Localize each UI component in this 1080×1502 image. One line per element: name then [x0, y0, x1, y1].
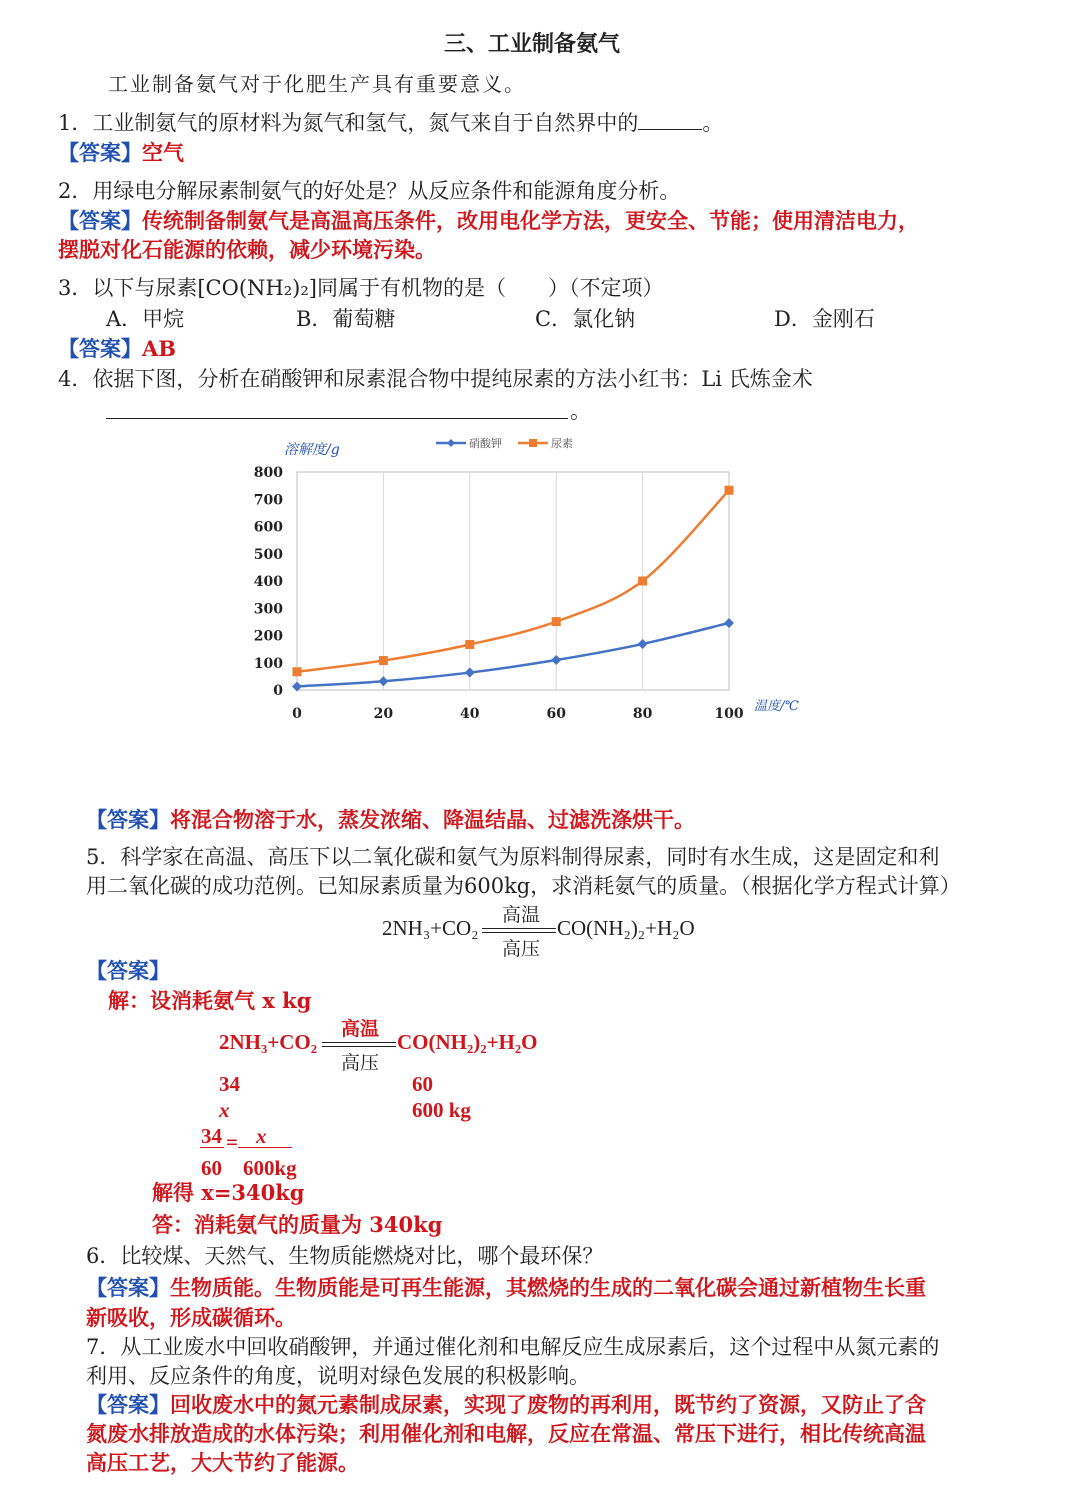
option-c: C．氯化钠 — [535, 307, 636, 331]
condition-bottom: 高压 — [502, 939, 541, 960]
answer-tag: 【答案】 — [86, 807, 170, 832]
question-3: 3．以下与尿素[CO(NH₂)₂]同属于有机物的是（ ）（不定项） — [58, 276, 664, 300]
answer-7-line-3: 高压工艺，大大节约了能源。 — [86, 1450, 359, 1475]
unknown-mass: x — [219, 1098, 230, 1122]
data-point — [638, 577, 647, 586]
answer-6-line-2: 新吸收，形成碳循环。 — [86, 1305, 296, 1330]
question-1-end: 。 — [702, 111, 724, 135]
final-answer: 答：消耗氨气的质量为 340kg — [152, 1212, 443, 1237]
data-point — [725, 486, 734, 495]
y-tick-label: 600 — [253, 519, 283, 536]
solubility-chart — [240, 430, 830, 730]
molar-mass-urea: 60 — [412, 1072, 433, 1096]
y-axis-label: 溶解度/g — [284, 442, 340, 458]
answer-blank — [106, 418, 568, 419]
answer-equation-left: 2NH₃+CO₂ — [219, 1030, 318, 1054]
answer-tag: 【答案】 — [58, 208, 142, 233]
data-point — [465, 640, 474, 649]
answer-condition-top: 高温 — [341, 1019, 380, 1040]
solve-result: 解得 x=340kg — [152, 1180, 305, 1205]
answer-equation-right: CO(NH₂)₂+H₂O — [397, 1030, 538, 1054]
data-point — [638, 639, 648, 649]
legend-label: 尿素 — [551, 437, 573, 450]
data-point — [724, 618, 734, 628]
answer-6-text-1: 生物质能。生物质能是可再生能源，其燃烧的生成的二氧化碳会通过新植物生长重 — [170, 1275, 926, 1300]
x-tick-label: 80 — [632, 706, 653, 722]
option-b: B．葡萄糖 — [296, 307, 396, 331]
condition-top: 高温 — [502, 905, 541, 926]
question-5-line-1: 5．科学家在高温、高压下以二氧化碳和氨气为原料制得尿素，同时有水生成，这是固定和利 — [86, 845, 940, 869]
answer-7-text-1: 回收废水中的氮元素制成尿素，实现了废物的再利用，既节约了资源，又防止了含 — [170, 1392, 926, 1417]
question-4-end: 。 — [570, 399, 591, 423]
question-1 — [58, 108, 723, 138]
fraction-bar-right — [238, 1147, 292, 1148]
ratio-numerator-left: 34 — [201, 1124, 222, 1148]
question-4: 4．依据下图，分析在硝酸钾和尿素混合物中提纯尿素的方法小红书：Li 氏炼金术 — [58, 367, 813, 391]
option-a: A．甲烷 — [106, 307, 185, 331]
answer-2-line-1 — [58, 206, 919, 236]
answer-blank — [638, 109, 702, 130]
legend-label: 硝酸钾 — [469, 437, 502, 450]
question-1-text: 1．工业制氨气的原材料为氮气和氢气，氮气来自于自然界中的 — [58, 111, 639, 135]
x-tick-label: 0 — [292, 706, 302, 722]
data-point — [465, 668, 475, 678]
ratio-numerator-right: x — [256, 1124, 267, 1148]
y-tick-label: 500 — [253, 546, 283, 563]
question-2: 2．用绿电分解尿素制氨气的好处是？从反应条件和能源角度分析。 — [58, 179, 681, 203]
x-tick-label: 40 — [460, 706, 480, 722]
data-point — [379, 656, 388, 665]
answer-4 — [86, 805, 695, 835]
data-point — [378, 676, 388, 686]
y-tick-label: 100 — [253, 655, 283, 672]
data-point — [551, 655, 561, 665]
equation-arrow — [482, 928, 556, 933]
answer-tag: 【答案】 — [58, 336, 142, 361]
answer-tag: 【答案】 — [58, 140, 142, 165]
answer-2-text-1: 传统制备制氨气是高温高压条件，改用电化学方法，更安全、节能；使用清洁电力， — [142, 208, 919, 233]
series-line-1 — [297, 490, 729, 671]
y-tick-label: 700 — [253, 492, 283, 509]
question-5-line-2: 用二氧化碳的成功范例。已知尿素质量为600kg，求消耗氨气的质量。（根据化学方程式计算） — [86, 874, 961, 898]
answer-6-line-1 — [86, 1273, 926, 1303]
question-7-line-1: 7．从工业废水中回收硝酸钾，并通过催化剂和电解反应生成尿素后，这个过程中从氮元素的 — [86, 1335, 940, 1359]
answer-3 — [58, 334, 176, 364]
answer-tag: 【答案】 — [86, 1275, 170, 1300]
answer-7-line-2: 氮废水排放造成的水体污染；利用催化剂和电解，反应在常温、常压下进行，相比传统高温 — [86, 1421, 926, 1446]
section-title: 三、工业制备氨气 — [444, 32, 621, 57]
data-point — [293, 667, 302, 676]
x-tick-label: 100 — [714, 706, 744, 722]
option-d: D．金刚石 — [774, 307, 875, 331]
question-7-line-2: 利用、反应条件的角度，说明对绿色发展的积极影响。 — [86, 1364, 590, 1388]
answer-equation-arrow — [322, 1042, 396, 1047]
x-tick-label: 60 — [546, 706, 566, 722]
answer-tag: 【答案】 — [86, 958, 170, 983]
answer-tag: 【答案】 — [86, 1392, 170, 1417]
answer-2-line-2: 摆脱对化石能源的依赖，减少环境污染。 — [58, 237, 436, 262]
answer-1 — [58, 138, 184, 168]
answer-condition-bottom: 高压 — [341, 1053, 380, 1074]
series-line-0 — [297, 623, 729, 686]
plot-frame — [297, 472, 729, 690]
equation-right: CO(NH₂)₂+H₂O — [557, 916, 695, 940]
x-tick-label: 20 — [373, 706, 394, 722]
solution-intro: 解：设消耗氨气 x kg — [108, 988, 312, 1013]
legend-marker — [447, 439, 455, 447]
legend-marker — [529, 439, 537, 447]
y-tick-label: 800 — [253, 465, 283, 481]
x-axis-label: 温度/℃ — [754, 699, 799, 714]
intro-text: 工业制备氨气对于化肥生产具有重要意义。 — [108, 72, 526, 96]
equation-left: 2NH₃+CO₂ — [382, 916, 479, 940]
molar-mass-nh3: 34 — [219, 1072, 240, 1096]
y-tick-label: 300 — [253, 601, 283, 618]
y-tick-label: 200 — [253, 628, 283, 645]
fraction-bar-left — [200, 1147, 224, 1148]
ratio-denominator: 60 600kg — [201, 1156, 297, 1180]
question-6: 6．比较煤、天然气、生物质能燃烧对比，哪个最环保？ — [86, 1244, 604, 1268]
y-tick-label: 400 — [253, 574, 283, 590]
urea-mass: 600 kg — [412, 1098, 471, 1122]
y-tick-label: 0 — [273, 683, 283, 699]
answer-1-text: 空气 — [142, 140, 184, 165]
data-point — [552, 617, 561, 626]
answer-3-text: AB — [142, 336, 177, 361]
answer-7-line-1 — [86, 1390, 926, 1420]
answer-4-text: 将混合物溶于水，蒸发浓缩、降温结晶、过滤洗涤烘干。 — [170, 807, 695, 832]
ratio-equals: = — [226, 1130, 238, 1154]
